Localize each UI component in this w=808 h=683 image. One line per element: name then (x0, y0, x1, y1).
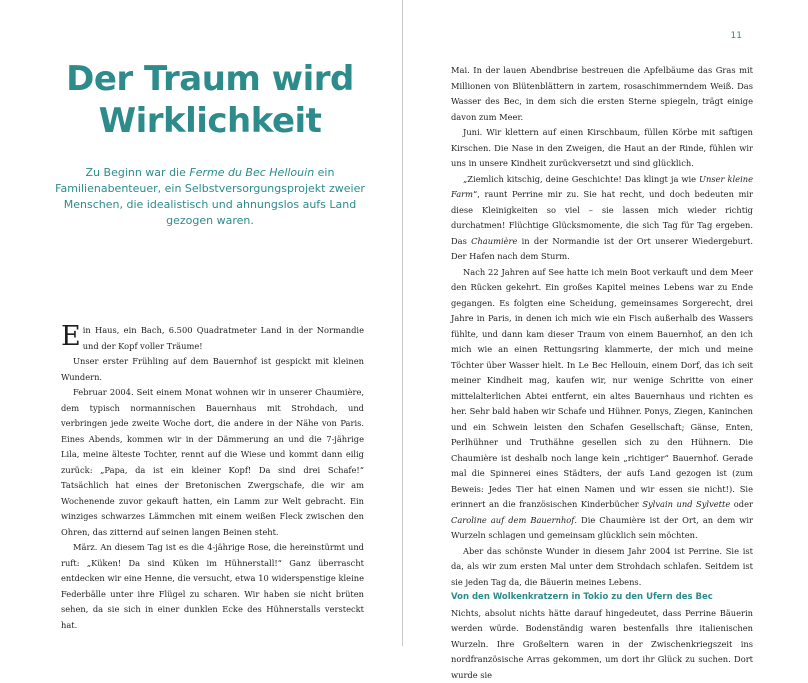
paragraph: Unser erster Frühling auf dem Bauernhof ist gespickt mit kleinen Wundern. (61, 354, 364, 385)
paragraph (451, 172, 753, 265)
text-run: in der Normandie ist der Ort unserer Wiedergeburt. Der Hafen nach dem Sturm. (451, 236, 753, 262)
chapter-title-line1: Der Traum wird (66, 59, 354, 99)
paragraph: Februar 2004. Seit einem Monat wohnen wir in unserer Chaumière, dem typisch normannischen Bauernhaus mit Strohdach, und verbringen jede zweite Woche dort, die andere in der Nähe von Paris. Eines Abends, kommen wir in der Dämmerung an und die 7-jährige Lila, meine älteste Tochter, rennt auf die Wiese und kommt dann eilig zurück: „Papa, da ist ein kleiner Kopf! Da sind drei Schafe!“ Tatsächlich hat eines der Bretonischen Zwergschafe, die wir am Wochenende zuvor gekauft hatten, ein Lamm zur Welt gebracht. Ein winziges schwarzes Lämmchen mit einem weißen Fleck zwischen den Ohren, das zitternd auf seinen langen Beinen steht. (61, 385, 364, 540)
intro-before: Zu Beginn war die (86, 166, 190, 179)
italic-term: Chaumière (471, 236, 517, 246)
section-subheading: Von den Wolkenkratzern in Tokio zu den Ufern des Bec (451, 590, 753, 606)
left-page (0, 0, 402, 646)
right-body-text (451, 63, 753, 683)
text-run: oder (730, 499, 753, 509)
drop-cap: E (61, 326, 81, 348)
page-number: 11 (731, 31, 742, 41)
paragraph (451, 265, 753, 544)
left-body-text (61, 323, 364, 633)
chapter-intro (50, 165, 370, 229)
paragraph-text: in Haus, ein Bach, 6.500 Quadratmeter Land in der Normandie und der Kopf voller Träume! (83, 325, 364, 351)
book-title: Caroline auf dem Bauernhof (451, 515, 574, 525)
paragraph: März. An diesem Tag ist es die 4-jährige Rose, die hereinstürmt und ruft: „Küken! Da sind Küken im Hühnerstall!“ Ganz überrascht entdecken wir eine Henne, die versucht, etwa 10 widerspenstige kleine Federbälle unter ihre Flügel zu scharen. Wir haben sie nicht brüten sehen, da sie sich in einer dunklen Ecke des Hühnerstalls versteckt hat. (61, 540, 364, 633)
book-title: Sylvain und Sylvette (642, 499, 730, 509)
paragraph: Mai. In der lauen Abendbrise bestreuen die Apfelbäume das Gras mit Millionen von Blütenblättern in zartem, rosaschimmerndem Weiß. Das Wasser des Bec, in dem sich die ersten Sterne spiegeln, trägt einige davon zum Meer. (451, 63, 753, 125)
paragraph: Aber das schönste Wunder in diesem Jahr 2004 ist Perrine. Sie ist da, als wir zum ersten Mal unter dem Strohdach schlafen. Seitdem ist sie jeden Tag da, die Bäuerin meines Lebens. (451, 544, 753, 591)
text-run: “, raunt Perrine mir zu. Sie hat recht, und doch bedeuten mir diese Kleinigkeiten so viel – sie lassen mich wieder richtig durchatmen! Flüchtige Glücksmomente, die sich Tag für Tag ergeben. Das (451, 189, 753, 246)
chapter-title (40, 58, 380, 142)
chapter-title-line2: Wirklichkeit (99, 101, 322, 141)
paragraph: Juni. Wir klettern auf einen Kirschbaum, füllen Körbe mit saftigen Kirschen. Die Nase in den Zweigen, die Haut an der Rinde, fühlen wir uns in unsere Kindheit zurückversetzt und sind glücklich. (451, 125, 753, 172)
paragraph (61, 323, 364, 354)
text-run: Nach 22 Jahren auf See hatte ich mein Boot verkauft und dem Meer den Rücken gekehrt. Ein großes Kapitel meines Lebens war zu Ende gegangen. Es folgten eine Scheidung, gemeinsames Sorgerecht, drei Jahre in Paris, in denen ich mich wie ein Fisch außerhalb des Wassers fühlte, und dann kam dieser Traum von einem Bauernhof, an den ich mich wie an einen Rettungsring klammerte, der mich und meine Töchter über Wasser hielt. In Le Bec Hellouin, einem Dorf, das ich seit meiner Kindheit mag, kaufen wir, nur wenige Schritte von einer mittelalterlichen Abtei entfernt, ein altes Bauernhaus und richten es her. Sehr bald haben wir Schafe und Hühner. Ponys, Ziegen, Kaninchen und ein Schwein leisten den Schafen Gesellschaft; Gänse, Enten, Perlhühner und Truthähne gesellen sich zu den Hühnern. Die Chaumière ist deshalb noch lange kein „richtiger“ Bauernhof. Gerade mal die Spinnerei eines Städters, der aufs Land gezogen ist (zum Beweis: Jedes Tier hat einen Namen und wir essen sie nicht!). Sie erinnert an die französischen Kinderbücher (451, 267, 753, 510)
book-title: Unser kleine Farm (451, 174, 753, 200)
paragraph: Nichts, absolut nichts hätte darauf hingedeutet, dass Perrine Bäuerin werden würde. Bodenständig waren bestenfalls ihre italienischen Wurzeln. Ihre Großeltern waren in der Zwischenkriegszeit ins nordfranzösische Arras gekommen, um dort ihr Glück zu suchen. Dort wurde sie (451, 606, 753, 683)
intro-farm-name: Ferme du Bec Hellouin (189, 166, 314, 179)
text-run: . Die Chaumière ist der Ort, an dem wir Wurzeln schlagen und gemeinsam glücklich sein möchten. (451, 515, 753, 541)
intro-after: ein Familienabenteuer, ein Selbstversorgungsprojekt zweier Menschen, die idealistisch und ahnungslos aufs Land gezogen waren. (55, 166, 365, 227)
right-page (403, 0, 808, 646)
text-run: „Ziemlich kitschig, deine Geschichte! Das klingt ja wie (463, 174, 699, 184)
